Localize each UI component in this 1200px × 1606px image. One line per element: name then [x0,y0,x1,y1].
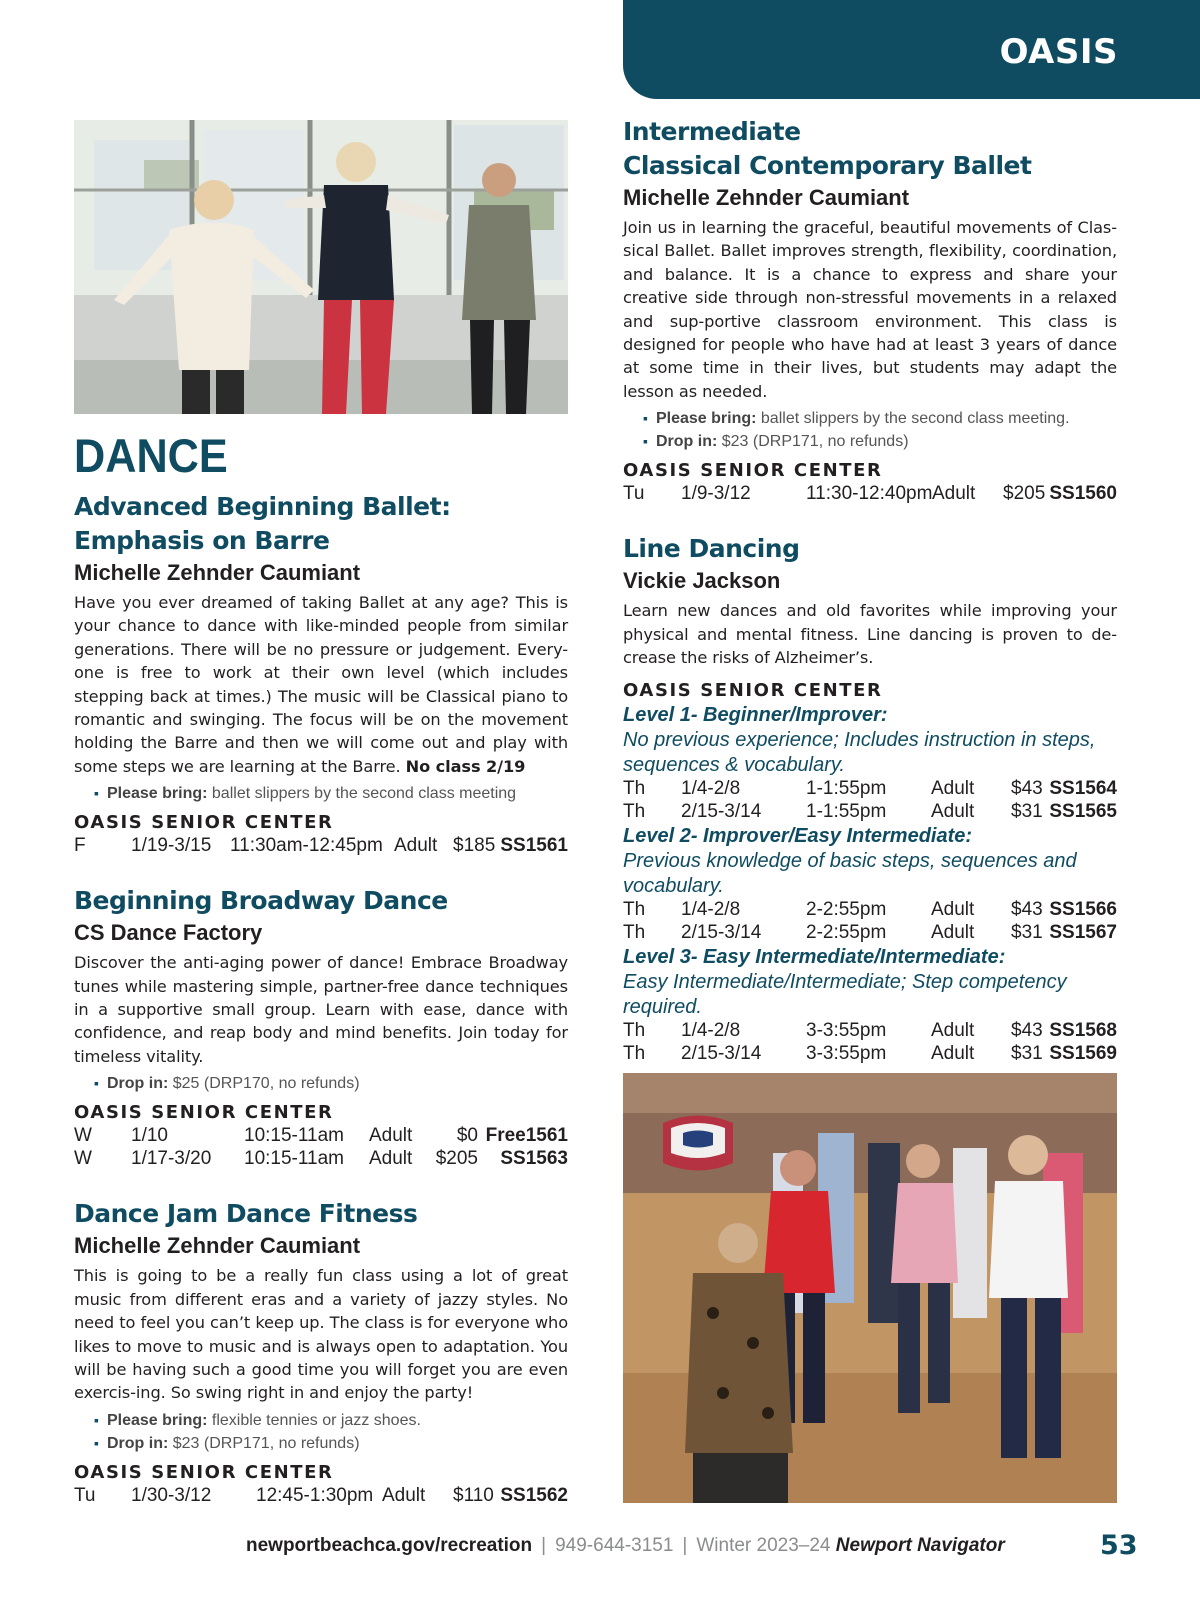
instructor: Michelle Zehnder Caumiant [74,1233,361,1259]
location-label: OASIS SENIOR CENTER [74,812,334,834]
class-description: Have you ever dreamed of taking Ballet at any age? This is your chance to dance with like-minded people from similar generations. There will be no pressure or judgement. Every-one is free to work at their own level (which includes stepping back at times.) The music will be Classical piano to romantic and swinging. The focus will be on the movement holding the Barre and then we will come out and play with some steps we are learning at the Barre. No class 2/19 [74,593,568,776]
bring-item: ▪ Please bring: ballet slippers by the second class meeting [94,782,568,805]
class-title: Advanced Beginning Ballet: [74,492,451,521]
footer-publication: Newport Navigator [835,1535,1005,1556]
level-description-line2: sequences & vocabulary. [623,754,845,777]
class-note: No class 2/19 [405,756,526,776]
class-description: This is going to be a really fun class using a lot of great music from different eras and a variety of jazzy styles. No need to feel you can’t keep up. The class is for everyone who likes to move to music and is always open to adaptation. You will be having such a good time you will forget you are even exercis-ing. So swing right in and enjoy the party! [74,1266,568,1403]
class-title: Dance Jam Dance Fitness [74,1199,418,1229]
ballet-class-photo [74,120,568,414]
level-heading: Level 1- Beginner/Improver: [623,704,888,727]
level-heading: Level 3- Easy Intermediate/Intermediate: [623,946,1006,969]
level-description-line2: required. [623,996,702,1019]
level-description: Easy Intermediate/Intermediate; Step competency [623,971,1067,994]
class-title-line2: Emphasis on Barre [74,526,330,555]
class-line-dancing [623,532,1117,1066]
page-number: 53 [1100,1530,1138,1561]
instructor: Michelle Zehnder Caumiant [74,560,361,585]
schedule-row: Th 1/4-2/8 2-2:55pm Adult $43 SS1566 [623,899,1117,921]
schedule-row: Tu 1/30-3/12 12:45-1:30pm Adult $110 SS1562 [74,1484,568,1506]
schedule-row: Th 2/15-3/14 2-2:55pm Adult $31 SS1567 [623,922,1117,944]
class-title-line2: Classical Contemporary Ballet [623,151,1032,180]
schedule-row: Tu 1/9-3/12 11:30-12:40pm Adult $205 SS1560 [623,483,1117,505]
class-dance-jam [74,1197,568,1507]
location-label: OASIS SENIOR CENTER [623,680,883,702]
class-contemporary-ballet [623,115,1117,506]
bring-item: ▪ Please bring: flexible tennies or jazz shoes. [94,1409,568,1432]
schedule-row: F 1/19-3/15 11:30am-12:45pm Adult $185 SS1561 [74,835,568,857]
instructor: Vickie Jackson [623,568,781,594]
instructor: Michelle Zehnder Caumiant [623,185,910,210]
class-ballet-barre [74,490,568,858]
class-broadway [74,884,568,1171]
footer-separator: | [682,1535,688,1556]
class-bullets [643,407,1117,453]
header-brand: OASIS [999,32,1118,72]
class-bullets [94,1072,568,1095]
schedule-row: Th 1/4-2/8 3-3:55pm Adult $43 SS1568 [623,1020,1117,1042]
level-description: Previous knowledge of basic steps, sequences and [623,850,1077,873]
header-tab [623,0,1200,99]
location-label: OASIS SENIOR CENTER [74,1461,334,1483]
location-label: OASIS SENIOR CENTER [74,1102,334,1124]
dropin-item: ▪ Drop in: $23 (DRP171, no refunds) [643,430,1117,453]
location-label: OASIS SENIOR CENTER [623,460,883,482]
schedule-row: W 1/10 10:15-11am Adult $0 Free1561 [74,1125,568,1147]
schedule-row: W 1/17-3/20 10:15-11am Adult $205 SS1563 [74,1148,568,1170]
level-heading: Level 2- Improver/Easy Intermediate: [623,825,973,848]
footer-url[interactable]: newportbeachca.gov/recreation [246,1535,533,1556]
class-description: Discover the anti-aging power of dance! Embrace Broadway tunes while mastering simple, partner-free dance techniques in a supportive small group. Learn with ease, dance with confidence, and reap body and mind benefits. Join today for timeless vitality. [74,953,568,1066]
level-description-line2: vocabulary. [623,875,724,898]
page-footer [246,1535,1146,1565]
schedule-row: Th 2/15-3/14 3-3:55pm Adult $31 SS1569 [623,1043,1117,1065]
line-dancing-photo [623,1073,1117,1503]
class-description: Join us in learning the graceful, beautiful movements of Clas-sical Ballet. Ballet improves strength, flexibility, coordination, and balance. It is a chance to express and share your creative side through non-stressful movements in a relaxed and sup-portive classroom environment. This class is designed for people who have had at least 3 years of dance at some time in their lives, but students may adapt the lesson as needed. [623,218,1117,401]
schedule-row: Th 1/4-2/8 1-1:55pm Adult $43 SS1564 [623,778,1117,800]
dropin-item: ▪ Drop in: $25 (DRP170, no refunds) [94,1072,568,1095]
section-title: DANCE [74,429,228,482]
footer-separator: | [541,1535,547,1556]
dropin-item: ▪ Drop in: $23 (DRP171, no refunds) [94,1432,568,1455]
level-description: No previous experience; Includes instruction in steps, [623,729,1096,752]
class-title: Line Dancing [623,534,800,564]
class-description: Learn new dances and old favorites while improving your physical and mental fitness. Line dancing is proven to de-crease the risks of Alzheimer’s. [623,601,1117,668]
left-column [74,120,568,1508]
class-bullets [94,782,568,805]
class-title: Intermediate [623,117,801,146]
class-bullets [94,1409,568,1455]
instructor: CS Dance Factory [74,920,263,946]
class-title: Beginning Broadway Dance [74,886,448,916]
schedule-row: Th 2/15-3/14 1-1:55pm Adult $31 SS1565 [623,801,1117,823]
footer-season: Winter 2023–24 [696,1535,831,1556]
right-column [623,115,1117,1066]
bring-item: ▪ Please bring: ballet slippers by the second class meeting. [643,407,1117,430]
footer-phone: 949-644-3151 [555,1535,674,1556]
